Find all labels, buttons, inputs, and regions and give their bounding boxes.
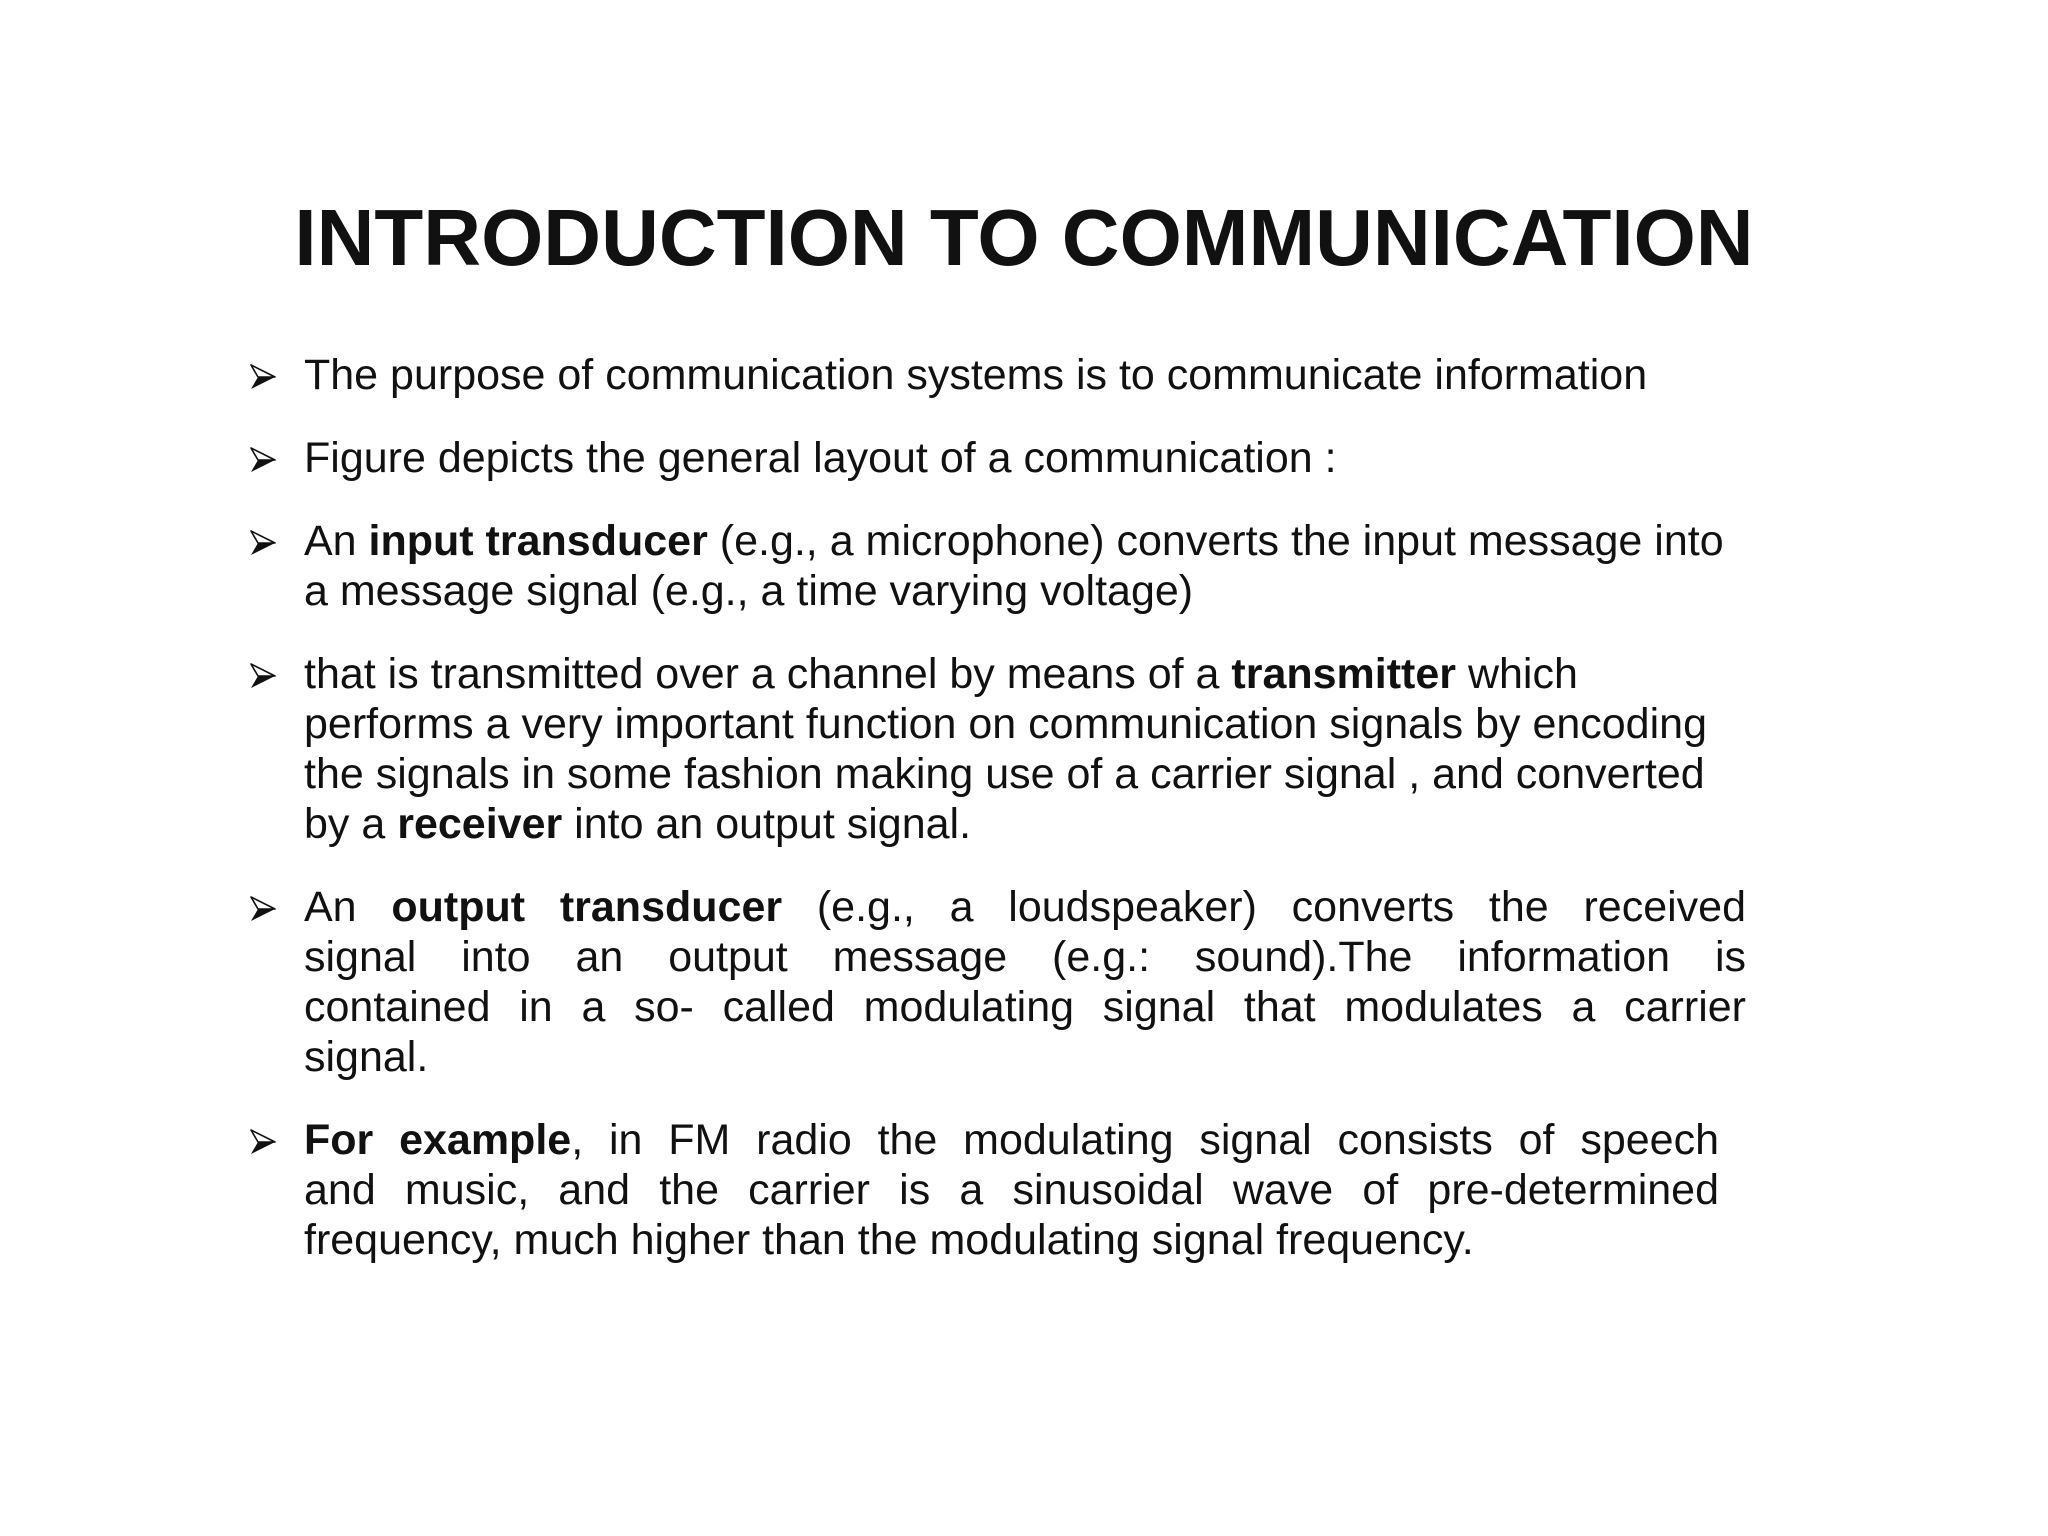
text-run: into an output signal. [562, 800, 972, 848]
bullet-line [304, 1115, 1719, 1165]
bullet-line [304, 1032, 1746, 1082]
text-run: signal into an output message (e.g.: sound).The information is [304, 933, 1746, 981]
text-run: , in FM radio the modulating signal consists of speech [571, 1116, 1719, 1164]
text-run: the signals in some fashion making use of a carrier signal , and converted [304, 750, 1705, 798]
bullet-line [304, 516, 1724, 566]
bullet-line [304, 1215, 1719, 1265]
bullet-text [304, 433, 1337, 483]
bullet-line [304, 932, 1746, 982]
bullet-text [304, 350, 1647, 400]
bold-term: input transducer [368, 517, 708, 565]
bullet-line [304, 699, 1707, 749]
text-run: which [1456, 650, 1578, 698]
slide-title: INTRODUCTION TO COMMUNICATION [294, 193, 1754, 282]
arrowhead-bullet-icon [248, 362, 278, 392]
arrowhead-bullet-icon [248, 661, 278, 691]
bullet-line [304, 799, 1707, 849]
text-run: performs a very important function on communication signals by encoding [304, 700, 1707, 748]
bullet-line [304, 566, 1724, 616]
bullet-text [304, 649, 1707, 849]
bullet-line [304, 982, 1746, 1032]
text-run: An [304, 517, 369, 565]
bullet-line [304, 882, 1746, 932]
bullet-line [304, 433, 1337, 483]
arrowhead-bullet-icon [248, 894, 278, 924]
arrowhead-bullet-icon [248, 1127, 278, 1157]
bullet-line [304, 350, 1647, 400]
bullet-line [304, 1165, 1719, 1215]
text-run: Figure depicts the general layout of a communication : [304, 434, 1337, 482]
arrowhead-bullet-icon [248, 528, 278, 558]
bold-term: output transducer [391, 883, 783, 931]
arrowhead-bullet-icon [248, 445, 278, 475]
bullet-text [304, 882, 1746, 1082]
bullet-text [304, 516, 1724, 616]
bold-term: For example [304, 1116, 572, 1164]
text-run: and music, and the carrier is a sinusoidal wave of pre-determined [304, 1166, 1719, 1214]
text-run: contained in a so- called modulating signal that modulates a carrier [304, 983, 1746, 1031]
bullet-line [304, 649, 1707, 699]
text-run: (e.g., a loudspeaker) converts the received [782, 883, 1746, 931]
bullet-line [304, 749, 1707, 799]
text-run: An [304, 883, 392, 931]
text-run: The purpose of communication systems is to communicate information [304, 351, 1648, 399]
text-run: (e.g., a microphone) converts the input message into [707, 517, 1724, 565]
text-run: frequency, much higher than the modulating signal frequency. [304, 1216, 1474, 1264]
text-run: that is transmitted over a channel by means of a [304, 650, 1232, 698]
bullet-text [304, 1115, 1719, 1265]
text-run: by a [304, 800, 398, 848]
bold-term: transmitter [1231, 650, 1457, 698]
text-run: signal. [304, 1033, 429, 1081]
bold-term: receiver [397, 800, 563, 848]
text-run: a message signal (e.g., a time varying voltage) [304, 567, 1194, 615]
